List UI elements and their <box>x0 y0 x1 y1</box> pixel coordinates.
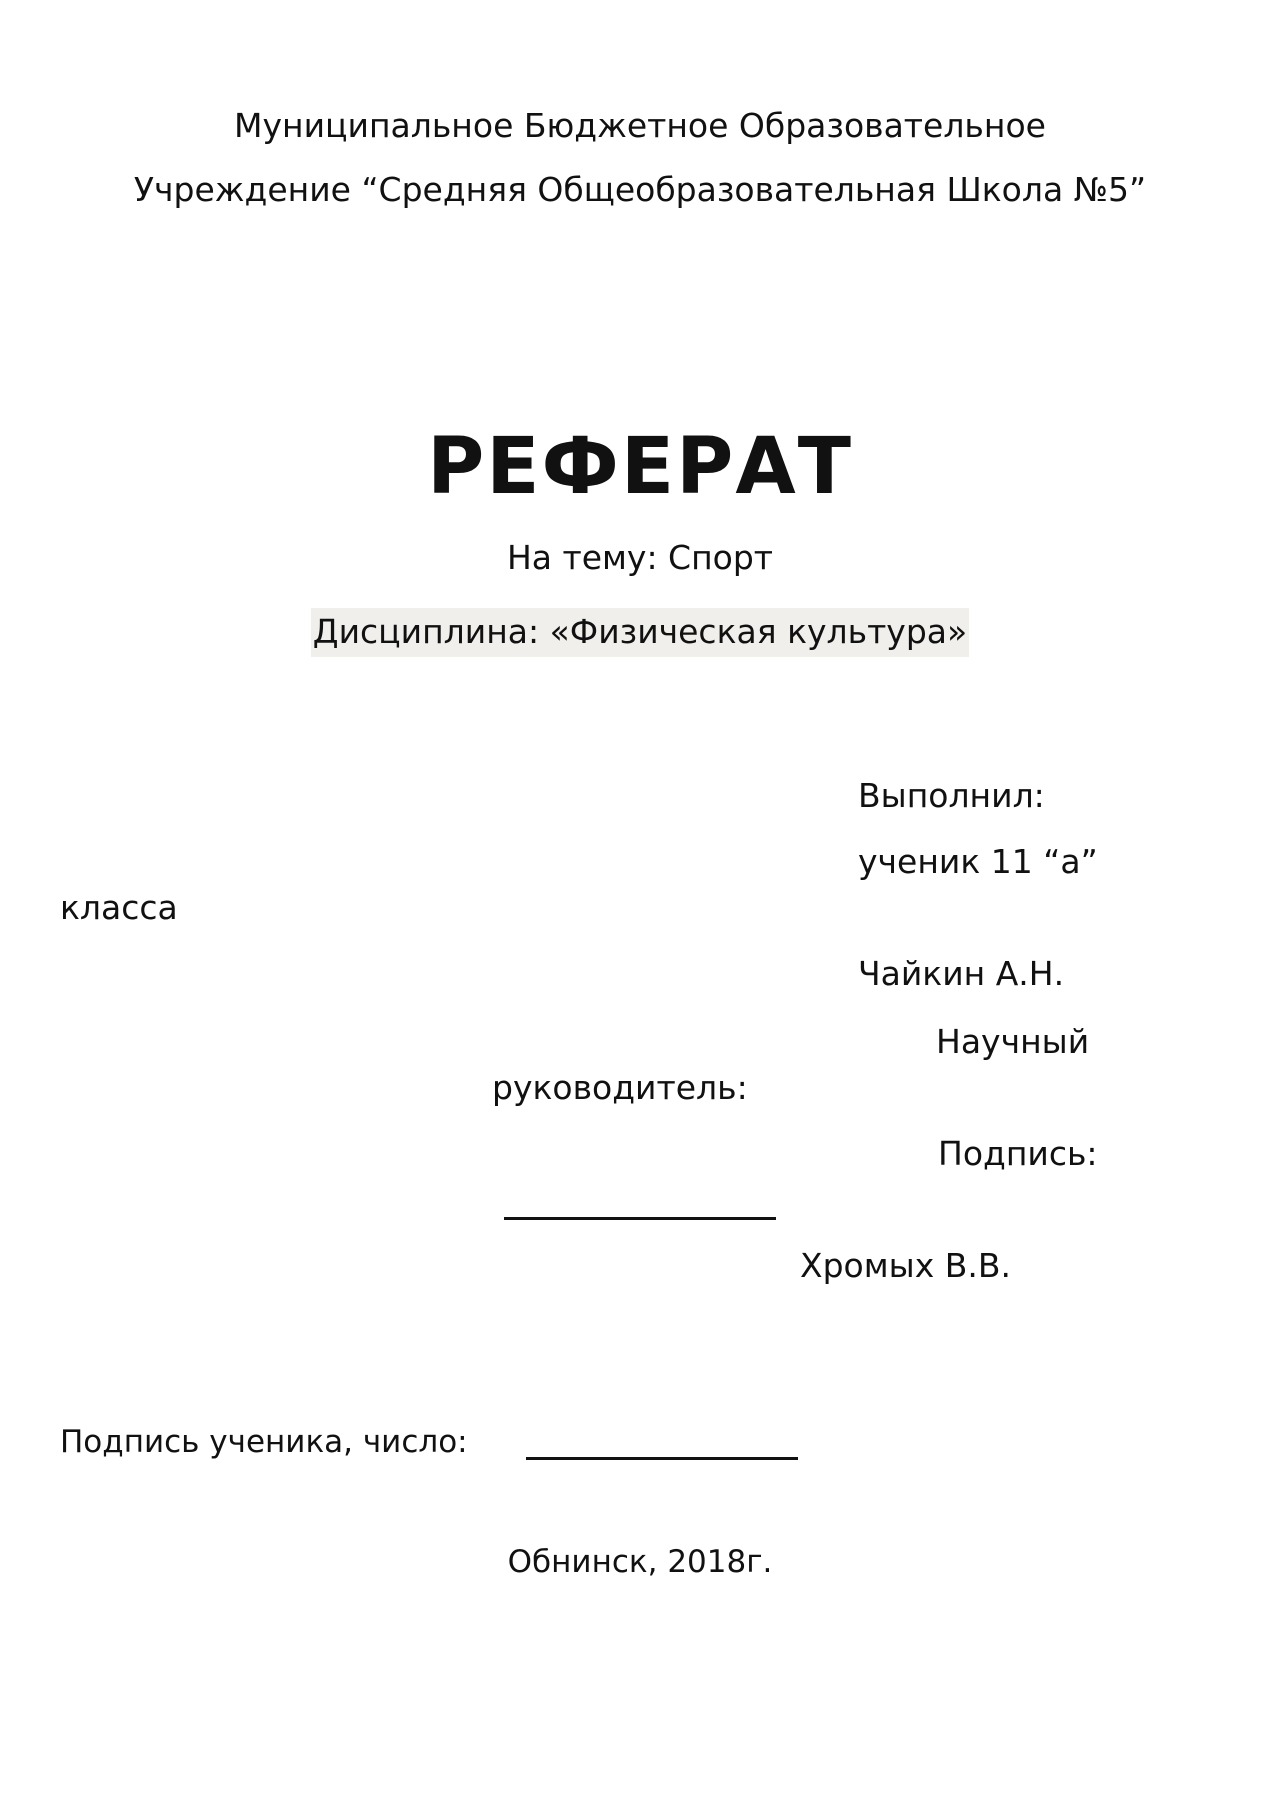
student-signature-label: Подпись ученика, число: <box>60 1424 468 1460</box>
author-label: Выполнил: <box>858 776 1045 815</box>
supervisor-label-part2: руководитель: <box>492 1068 748 1107</box>
discipline-line <box>0 612 1280 652</box>
author-name: Чайкин А.Н. <box>858 954 1065 993</box>
student-signature-blank <box>526 1457 798 1460</box>
header-line-1: Муниципальное Бюджетное Образовательное <box>234 106 1046 145</box>
supervisor-name: Хромых В.В. <box>800 1246 1011 1285</box>
supervisor-label-part1: Научный <box>936 1022 1090 1061</box>
supervisor-signature-label: Подпись: <box>938 1134 1098 1173</box>
discipline-text: Дисциплина: «Физическая культура» <box>311 608 969 657</box>
author-class-line: ученик 11 “а” <box>858 842 1098 881</box>
author-class-word: класса <box>60 888 178 927</box>
document-title: РЕФЕРАТ <box>427 422 853 512</box>
topic-line: На тему: Спорт <box>506 538 774 577</box>
city-year: Обнинск, 2018г. <box>507 1544 773 1580</box>
header-line-2: Учреждение “Средняя Общеобразовательная Школа №5” <box>133 170 1147 209</box>
supervisor-signature-blank <box>504 1217 776 1220</box>
